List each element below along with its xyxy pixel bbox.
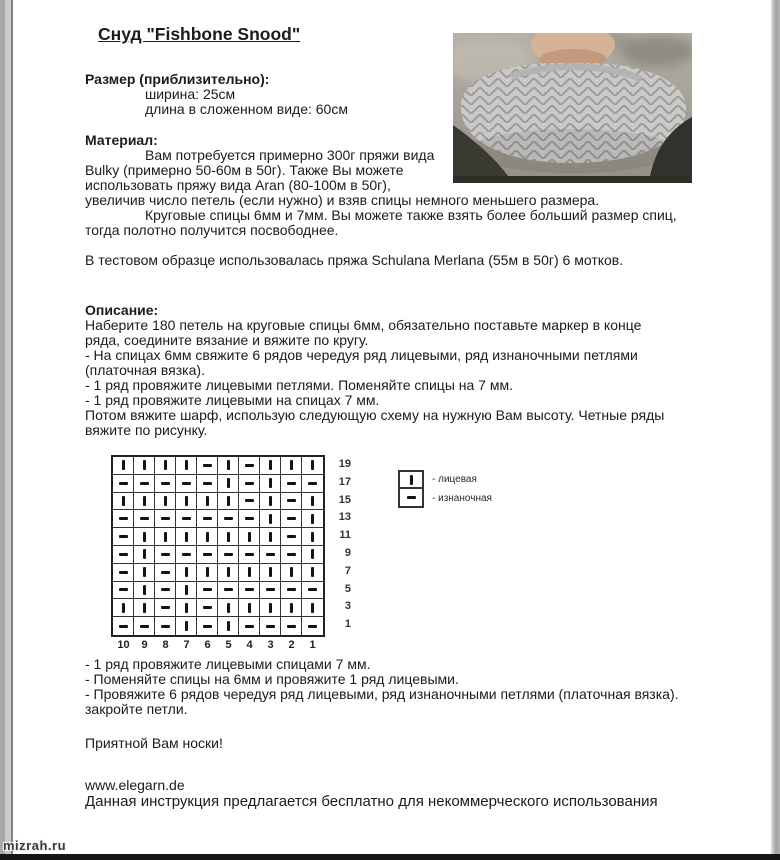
chart-cell [281, 599, 302, 617]
knit-symbol [227, 496, 230, 506]
knit-symbol [227, 567, 230, 577]
chart-cell [239, 493, 260, 511]
chart-cell [218, 617, 239, 635]
chart-cell [176, 475, 197, 493]
column-label: 5 [225, 639, 232, 651]
chart-cell [260, 457, 281, 475]
purl-symbol [161, 517, 170, 520]
chart-cell [218, 599, 239, 617]
row-label: 7 [344, 564, 351, 577]
chart-cell [218, 546, 239, 564]
knit-symbol [248, 603, 251, 613]
chart-cell [113, 546, 134, 564]
knit-symbol [206, 496, 209, 506]
chart-cell [176, 546, 197, 564]
after-chart-lines [85, 657, 679, 717]
chart-cell [218, 475, 239, 493]
knit-symbol [143, 460, 146, 470]
purl-symbol [119, 588, 128, 591]
purl-symbol [287, 553, 296, 556]
purl-symbol [203, 482, 212, 485]
text-line: - Поменяйте спицы на 6мм и провяжите 1 ряд лицевыми. [85, 671, 459, 687]
knit-symbol [311, 532, 314, 542]
chart-cell [218, 564, 239, 582]
knit-symbol [206, 567, 209, 577]
section-description [85, 303, 664, 438]
chart-cell [113, 510, 134, 528]
chart-cell [218, 493, 239, 511]
purl-symbol [182, 517, 191, 520]
chart-cell [302, 457, 323, 475]
knit-symbol [143, 567, 146, 577]
text-line: - 1 ряд провяжите лицевыми спицами 7 мм. [85, 656, 371, 672]
row-label: 17 [338, 475, 351, 488]
knit-symbol [122, 603, 125, 613]
chart-cell [176, 510, 197, 528]
chart-cell [197, 564, 218, 582]
knit-symbol [269, 532, 272, 542]
row-label: 19 [338, 458, 351, 470]
purl-symbol [140, 625, 149, 628]
chart-cell [197, 457, 218, 475]
purl-symbol [287, 517, 296, 520]
purl-symbol [119, 517, 128, 520]
text-line: (платочная вязка). [85, 362, 205, 378]
knit-symbol [185, 460, 188, 470]
knit-symbol [206, 532, 209, 542]
knit-symbol [269, 567, 272, 577]
chart-cell [239, 564, 260, 582]
footer-url[interactable]: www.elegarn.de [85, 777, 185, 793]
text-line: - 1 ряд провяжите лицевыми на спицах 7 мм. [85, 392, 380, 408]
text-line: ряда, соедините вязание и вяжите по кругу. [85, 332, 369, 348]
chart-cell [260, 493, 281, 511]
knit-symbol [143, 496, 146, 506]
chart-cell [155, 546, 176, 564]
text-line: закройте петли. [85, 701, 188, 717]
footer-license: Данная инструкция предлагается бесплатно для некоммерческого использования [85, 793, 658, 810]
chart-cell [155, 493, 176, 511]
chart-cell [281, 582, 302, 600]
chart-cell [113, 493, 134, 511]
chart-cell [197, 510, 218, 528]
watermark: mizrah.ru [3, 838, 67, 853]
purl-symbol [287, 482, 296, 485]
knit-symbol [185, 567, 188, 577]
section-size [85, 72, 348, 117]
chart-cell [197, 493, 218, 511]
knit-symbol [185, 621, 188, 631]
chart-cell [134, 546, 155, 564]
chart-cell [239, 582, 260, 600]
purl-symbol [119, 625, 128, 628]
chart-cell [281, 564, 302, 582]
purl-symbol [203, 625, 212, 628]
knit-symbol [269, 514, 272, 524]
text-line: Наберите 180 петель на круговые спицы 6мм, обязательно поставьте маркер в конце [85, 317, 642, 333]
row-label: 3 [344, 600, 351, 613]
legend-row [398, 470, 492, 489]
purl-symbol [203, 464, 212, 467]
knit-symbol [143, 603, 146, 613]
chart-cell [281, 617, 302, 635]
knit-symbol [248, 567, 251, 577]
purl-symbol [161, 553, 170, 556]
chart-cell [260, 475, 281, 493]
purl-symbol [266, 553, 275, 556]
row-label: 13 [338, 511, 351, 524]
chart-cell [302, 510, 323, 528]
purl-symbol [287, 588, 296, 591]
chart-cell [197, 475, 218, 493]
page-title: Снуд "Fishbone Snood" [98, 24, 301, 44]
purl-symbol [161, 571, 170, 574]
text-line: длина в сложенном виде: 60см [145, 101, 348, 117]
chart-cell [260, 599, 281, 617]
description-lines [85, 318, 664, 438]
knit-symbol [410, 475, 413, 485]
text-line: ширина: 25см [145, 86, 236, 102]
purl-symbol [407, 496, 416, 499]
text-line: Потом вяжите шарф, использую следующую схему на нужную Вам высоту. Четные ряды [85, 407, 665, 423]
purl-symbol [161, 625, 170, 628]
knit-symbol [269, 603, 272, 613]
chart-cell [260, 528, 281, 546]
purl-symbol [182, 553, 191, 556]
knit-symbol [311, 603, 314, 613]
chart-cell [302, 546, 323, 564]
chart-cell [302, 582, 323, 600]
knit-symbol [143, 585, 146, 595]
column-label: 8 [162, 639, 169, 651]
row-label: 9 [344, 546, 351, 559]
chart-cell [113, 582, 134, 600]
chart-cell [239, 528, 260, 546]
purl-symbol [266, 625, 275, 628]
purl-symbol [245, 482, 254, 485]
chart-cell [302, 493, 323, 511]
knit-symbol [311, 460, 314, 470]
snood-photo [453, 33, 692, 183]
chart-cell [281, 528, 302, 546]
knit-symbol [290, 460, 293, 470]
chart-cell [239, 457, 260, 475]
page-left-shadow [11, 0, 13, 860]
chart-cell [260, 546, 281, 564]
knit-symbol [143, 549, 146, 559]
knitting-chart-grid [111, 455, 325, 637]
knit-symbol [122, 496, 125, 506]
column-label: 6 [204, 639, 211, 651]
knit-symbol [185, 585, 188, 595]
chart-cell [134, 475, 155, 493]
chart-cell [134, 564, 155, 582]
chart-cell [134, 493, 155, 511]
purl-symbol [245, 588, 254, 591]
chart-cell [281, 493, 302, 511]
knit-symbol [248, 532, 251, 542]
knit-symbol [290, 603, 293, 613]
knit-symbol [227, 478, 230, 488]
chart-cell [176, 582, 197, 600]
chart-cell [134, 528, 155, 546]
purl-symbol [203, 553, 212, 556]
column-label: 4 [246, 639, 253, 651]
knit-symbol [164, 460, 167, 470]
knit-symbol [311, 549, 314, 559]
chart-cell [281, 475, 302, 493]
purl-symbol [308, 588, 317, 591]
purl-symbol [182, 482, 191, 485]
closing-line: Приятной Вам носки! [85, 735, 223, 751]
row-label: 11 [339, 529, 351, 542]
chart-cell [113, 617, 134, 635]
knit-symbol [269, 496, 272, 506]
chart-cell [176, 457, 197, 475]
chart-cell [176, 528, 197, 546]
knit-symbol [185, 532, 188, 542]
purl-symbol [119, 571, 128, 574]
chart-cell [239, 599, 260, 617]
knit-symbol [122, 460, 125, 470]
chart-cell [176, 599, 197, 617]
knit-symbol [164, 496, 167, 506]
purl-symbol [308, 625, 317, 628]
chart-cell [197, 528, 218, 546]
chart-cell [302, 599, 323, 617]
text-line: Круговые спицы 6мм и 7мм. Вы можете также взять более больший размер спиц, [145, 207, 677, 223]
chart-cell [260, 510, 281, 528]
purl-symbol [119, 535, 128, 538]
legend-symbol-cell [398, 470, 424, 489]
description-heading: Описание: [85, 302, 159, 318]
chart-cell [197, 617, 218, 635]
chart-cell [281, 510, 302, 528]
column-label: 9 [141, 639, 148, 651]
row-label: 15 [338, 493, 351, 506]
chart-cell [218, 457, 239, 475]
chart-cell [176, 564, 197, 582]
page-right-edge [771, 0, 780, 860]
bottom-bar [0, 854, 780, 860]
snood-photo-image [453, 33, 692, 183]
purl-symbol [203, 588, 212, 591]
purl-symbol [287, 499, 296, 502]
column-label: 3 [267, 639, 274, 651]
text-line: использовать пряжу вида Aran (80-100м в 50г), [85, 177, 391, 193]
chart-cell [302, 475, 323, 493]
knit-symbol [185, 603, 188, 613]
chart-cell [260, 617, 281, 635]
purl-symbol [203, 606, 212, 609]
chart-cell [239, 617, 260, 635]
purl-symbol [224, 517, 233, 520]
text-line: Bulky (примерно 50-60м в 50г). Также Вы можете [85, 162, 404, 178]
chart-cell [239, 546, 260, 564]
purl-symbol [224, 553, 233, 556]
chart-cell [155, 617, 176, 635]
chart-cell [155, 564, 176, 582]
legend-symbol-cell [398, 489, 424, 508]
chart-cell [155, 475, 176, 493]
chart-cell [113, 475, 134, 493]
chart-cell [176, 617, 197, 635]
purl-symbol [161, 482, 170, 485]
purl-symbol [161, 606, 170, 609]
purl-symbol [161, 588, 170, 591]
chart-cell [218, 528, 239, 546]
purl-symbol [203, 517, 212, 520]
chart-cell [113, 457, 134, 475]
chart-cell [260, 564, 281, 582]
chart-cell [113, 599, 134, 617]
chart-cell [239, 510, 260, 528]
test-sample-note: В тестовом образце использовалась пряжа Schulana Merlana (55м в 50г) 6 мотков. [85, 252, 624, 268]
knit-symbol [311, 496, 314, 506]
knit-symbol [185, 496, 188, 506]
purl-symbol [245, 499, 254, 502]
chart-cell [134, 599, 155, 617]
knit-symbol [227, 621, 230, 631]
purl-symbol [245, 517, 254, 520]
chart-column-labels [113, 639, 323, 651]
chart-cell [176, 493, 197, 511]
knit-symbol [227, 603, 230, 613]
knit-symbol [290, 567, 293, 577]
row-label: 1 [344, 618, 351, 631]
knit-symbol [311, 514, 314, 524]
knit-symbol [269, 460, 272, 470]
legend-label: - лицевая [432, 474, 477, 485]
chart-cell [281, 546, 302, 564]
purl-symbol [308, 482, 317, 485]
text-line: увеличив число петель (если нужно) и взяв спицы немного меньшего размера. [85, 192, 600, 208]
purl-symbol [119, 553, 128, 556]
chart-legend [398, 470, 492, 508]
purl-symbol [245, 464, 254, 467]
knit-symbol [269, 478, 272, 488]
chart-cell [155, 457, 176, 475]
chart-cell [155, 510, 176, 528]
chart-cell [302, 617, 323, 635]
purl-symbol [266, 588, 275, 591]
purl-symbol [287, 625, 296, 628]
chart-cell [155, 528, 176, 546]
chart-cell [155, 582, 176, 600]
size-lines [85, 87, 348, 117]
column-label: 1 [309, 639, 316, 651]
chart-cell [239, 475, 260, 493]
knit-symbol [143, 532, 146, 542]
chart-cell [302, 564, 323, 582]
chart-cell [218, 510, 239, 528]
knit-symbol [227, 460, 230, 470]
purl-symbol [287, 535, 296, 538]
section-after-chart [85, 657, 679, 717]
purl-symbol [140, 517, 149, 520]
purl-symbol [245, 625, 254, 628]
knit-symbol [311, 567, 314, 577]
chart-cell [134, 582, 155, 600]
column-label: 2 [288, 639, 295, 651]
legend-row [398, 489, 492, 508]
chart-cell [113, 528, 134, 546]
chart-cell [260, 582, 281, 600]
knit-symbol [164, 532, 167, 542]
purl-symbol [140, 482, 149, 485]
row-label: 5 [344, 582, 351, 595]
purl-symbol [245, 553, 254, 556]
column-label: 7 [183, 639, 190, 651]
text-line: - На спицах 6мм свяжите 6 рядов чередуя ряд лицевыми, ряд изнаночными петлями [85, 347, 638, 363]
chart-cell [218, 582, 239, 600]
text-line: Вам потребуется примерно 300г пряжи вида [145, 147, 435, 163]
chart-cell [134, 457, 155, 475]
chart-cell [197, 599, 218, 617]
text-line: - 1 ряд провяжите лицевыми петлями. Поменяйте спицы на 7 мм. [85, 377, 513, 393]
chart-cell [134, 617, 155, 635]
text-line: тогда полотно получится посвободнее. [85, 222, 339, 238]
size-heading: Размер (приблизительно): [85, 71, 270, 87]
chart-cell [197, 582, 218, 600]
chart-cell [281, 457, 302, 475]
material-heading: Материал: [85, 132, 158, 148]
text-line: вяжите по рисунку. [85, 422, 208, 438]
chart-cell [155, 599, 176, 617]
chart-cell [197, 546, 218, 564]
knit-symbol [227, 532, 230, 542]
column-label: 10 [117, 639, 130, 651]
chart-cell [134, 510, 155, 528]
purl-symbol [119, 482, 128, 485]
footer [85, 777, 658, 810]
chart-cell [302, 528, 323, 546]
chart-row-labels [331, 456, 351, 634]
purl-symbol [224, 588, 233, 591]
text-line: - Провяжите 6 рядов чередуя ряд лицевыми, ряд изнаночными петлями (платочная вязка). [85, 686, 679, 702]
chart-cell [113, 564, 134, 582]
legend-label: - изнаночная [432, 493, 492, 504]
